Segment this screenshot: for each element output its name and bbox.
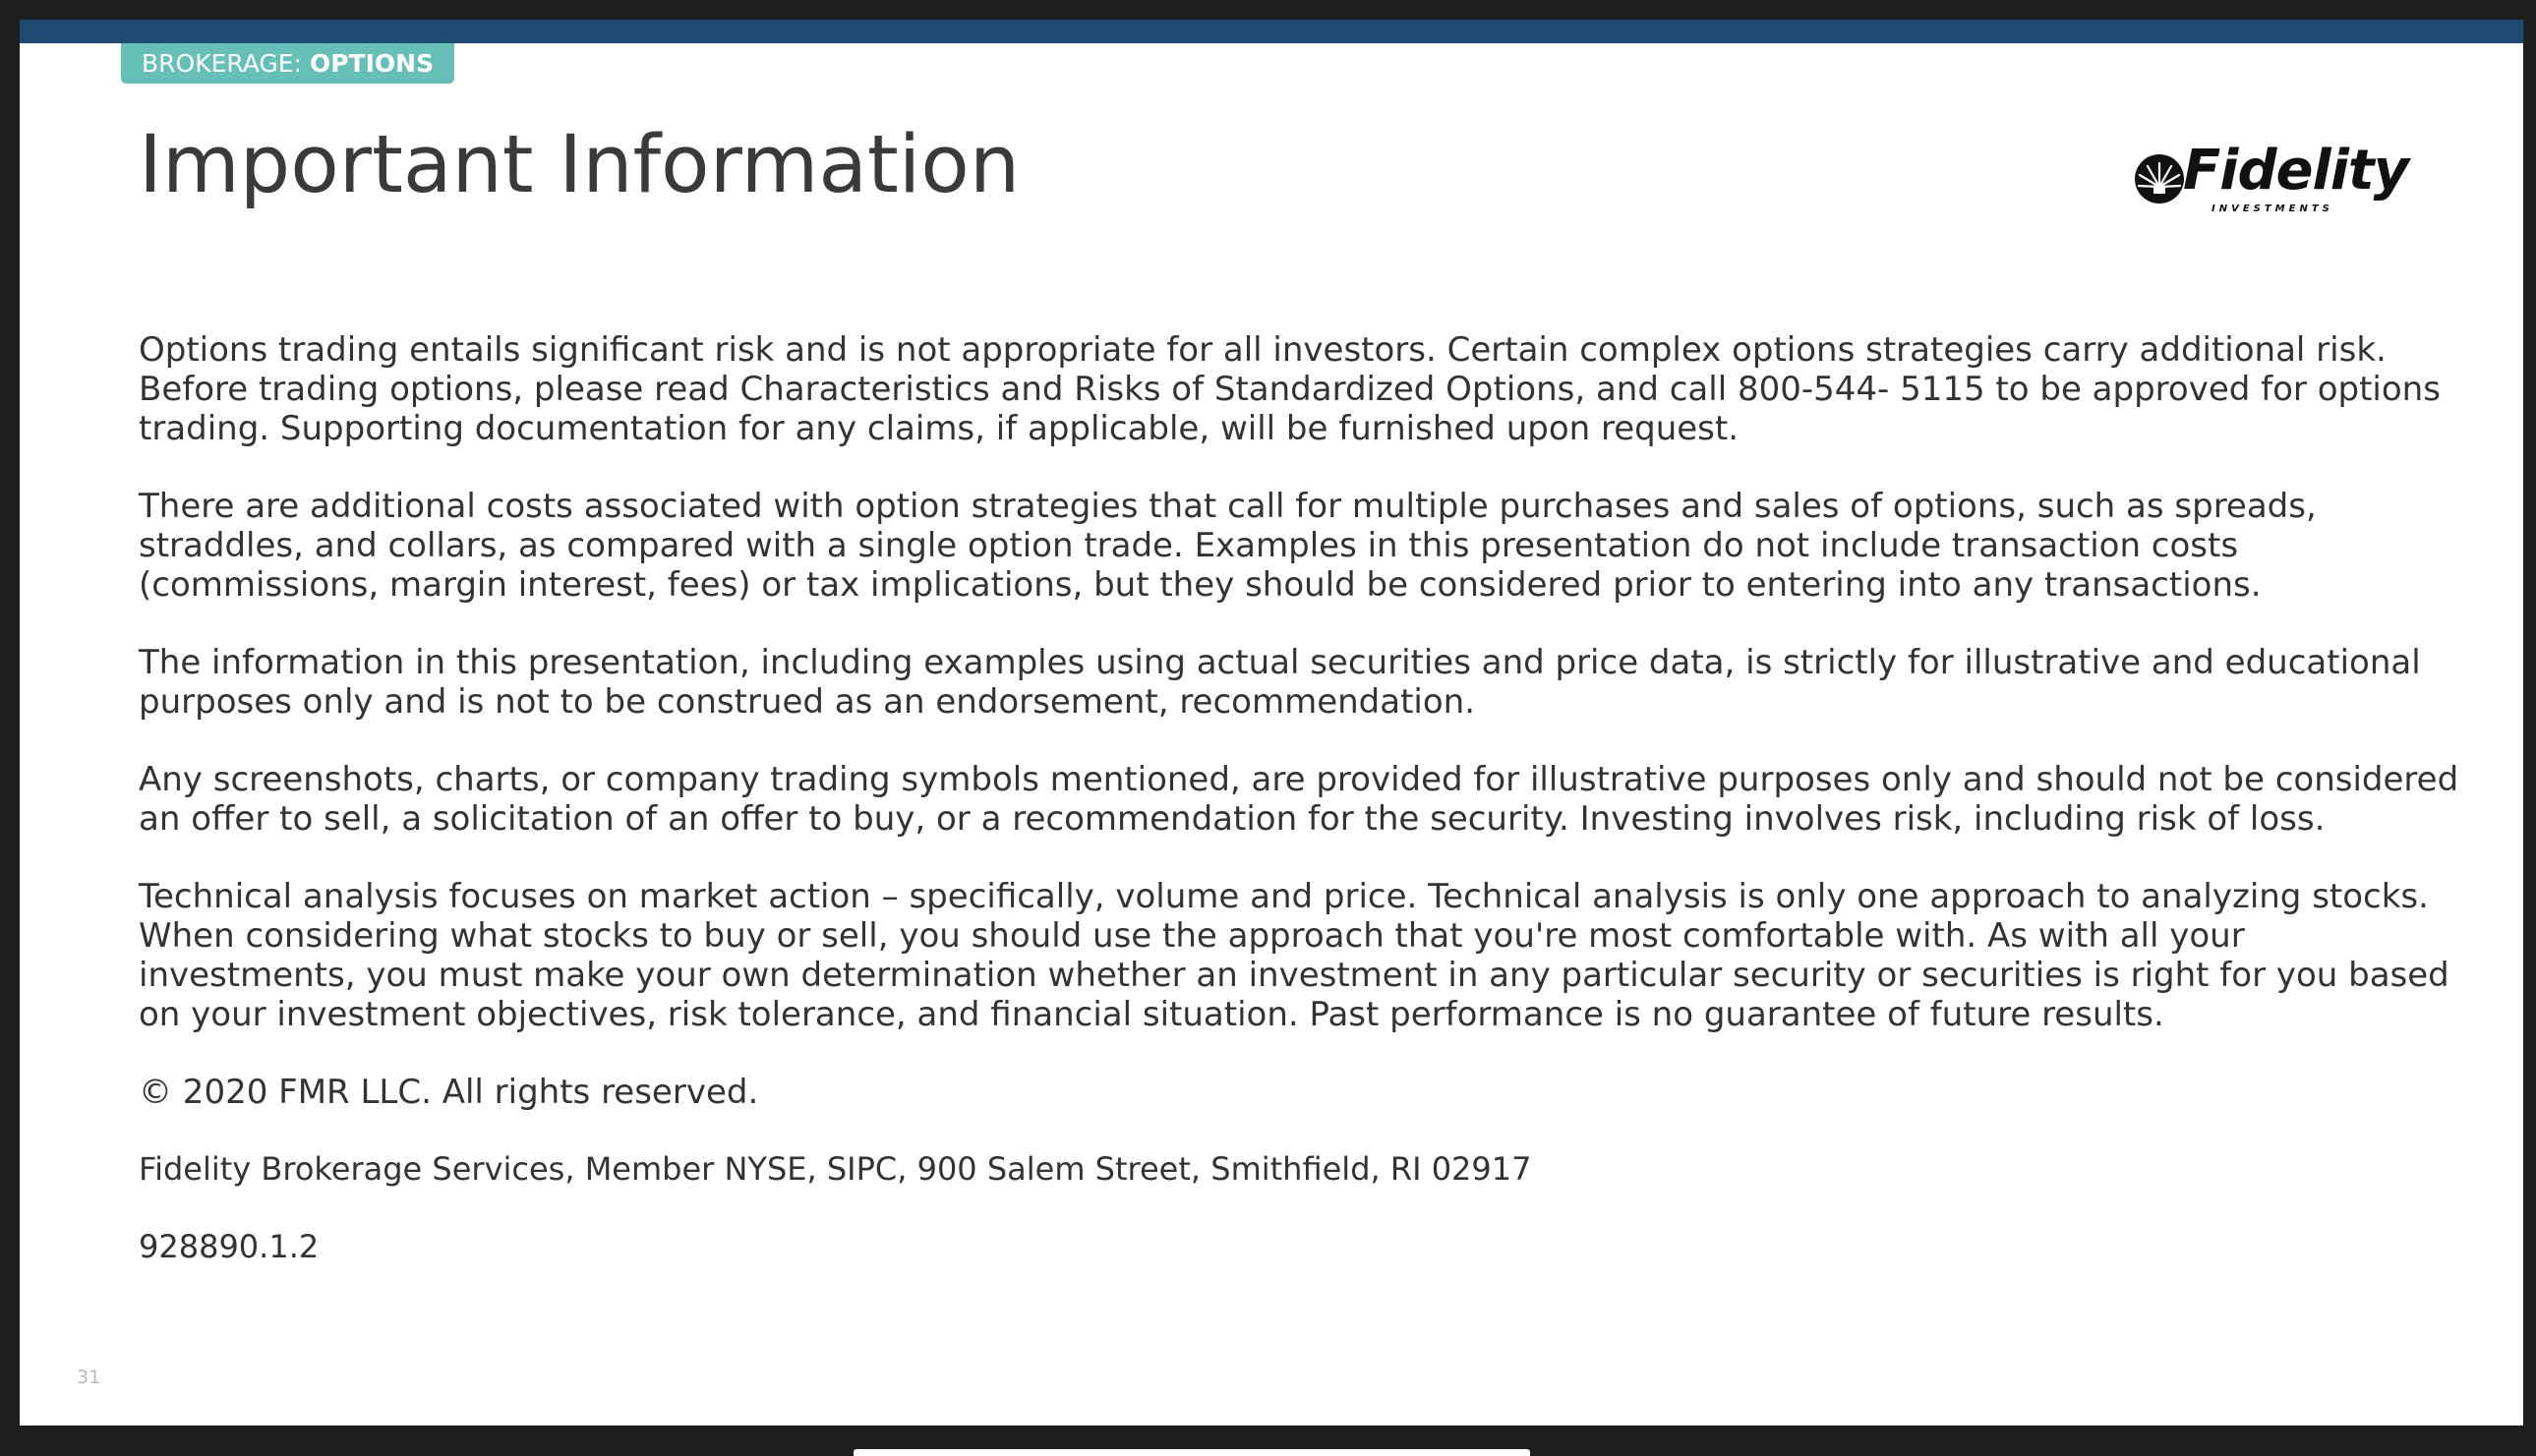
disclosure-body: [139, 330, 2469, 1305]
disclosure-paragraph: Technical analysis focuses on market action – specifically, volume and price. Technical analysis is only one approach to analyzing stocks. When considering what stocks to buy or sell, you should use the approach that you're most comfortable with. As with all your investments, you must make your own determination whether an investment in any particular security or securities is right for you based on your investment objectives, risk tolerance, and financial situation. Past performance is no guarantee of future results.: [139, 877, 2449, 1034]
fidelity-logo-subtitle: INVESTMENTS: [2212, 204, 2333, 214]
copyright-notice: © 2020 FMR LLC. All rights reserved.: [139, 1073, 759, 1112]
page-number: 31: [77, 1367, 101, 1388]
disclosure-paragraph: The information in this presentation, including examples using actual securities and price data, is strictly for illustrative and educational purposes only and is not to be construed as an endorsement, recommendation.: [139, 643, 2421, 722]
page-title: Important Information: [139, 119, 1021, 211]
viewer-scrollbar[interactable]: [854, 1449, 1530, 1456]
disclosure-paragraph: Options trading entails significant risk and is not appropriate for all investors. Certain complex options strategies carry additional risk. Before trading options, please read Characteristics and Risks of Standardized Options, and call 800-544- 5115 to be approved for options trading. Supporting documentation for any claims, if applicable, will be furnished upon request.: [139, 330, 2441, 448]
section-tag-strong: OPTIONS: [309, 49, 435, 78]
disclosure-paragraph: Any screenshots, charts, or company trading symbols mentioned, are provided for illustrative purposes only and should not be considered an offer to sell, a solicitation of an offer to buy, or a recommendation for the security. Investing involves risk, including risk of loss.: [139, 760, 2459, 839]
disclosure-paragraph: There are additional costs associated with option strategies that call for multiple purchases and sales of options, such as spreads, straddles, and collars, as compared with a single option trade. Examples in this presentation do not include transaction costs (commissions, margin interest, fees) or tax implications, but they should be considered prior to entering into any transactions.: [139, 487, 2317, 605]
fidelity-starburst-icon: [2134, 153, 2185, 204]
section-tag: [121, 43, 454, 84]
broker-info: Fidelity Brokerage Services, Member NYSE, SIPC, 900 Salem Street, Smithfield, RI 02917: [139, 1150, 1532, 1188]
fidelity-logo: [2116, 136, 2411, 224]
slide-top-band: [20, 20, 2523, 43]
section-tag-prefix: BROKERAGE:: [142, 49, 303, 78]
fidelity-logo-word: Fidelity: [2183, 139, 2409, 203]
slide: [20, 20, 2523, 1426]
document-id: 928890.1.2: [139, 1228, 320, 1265]
